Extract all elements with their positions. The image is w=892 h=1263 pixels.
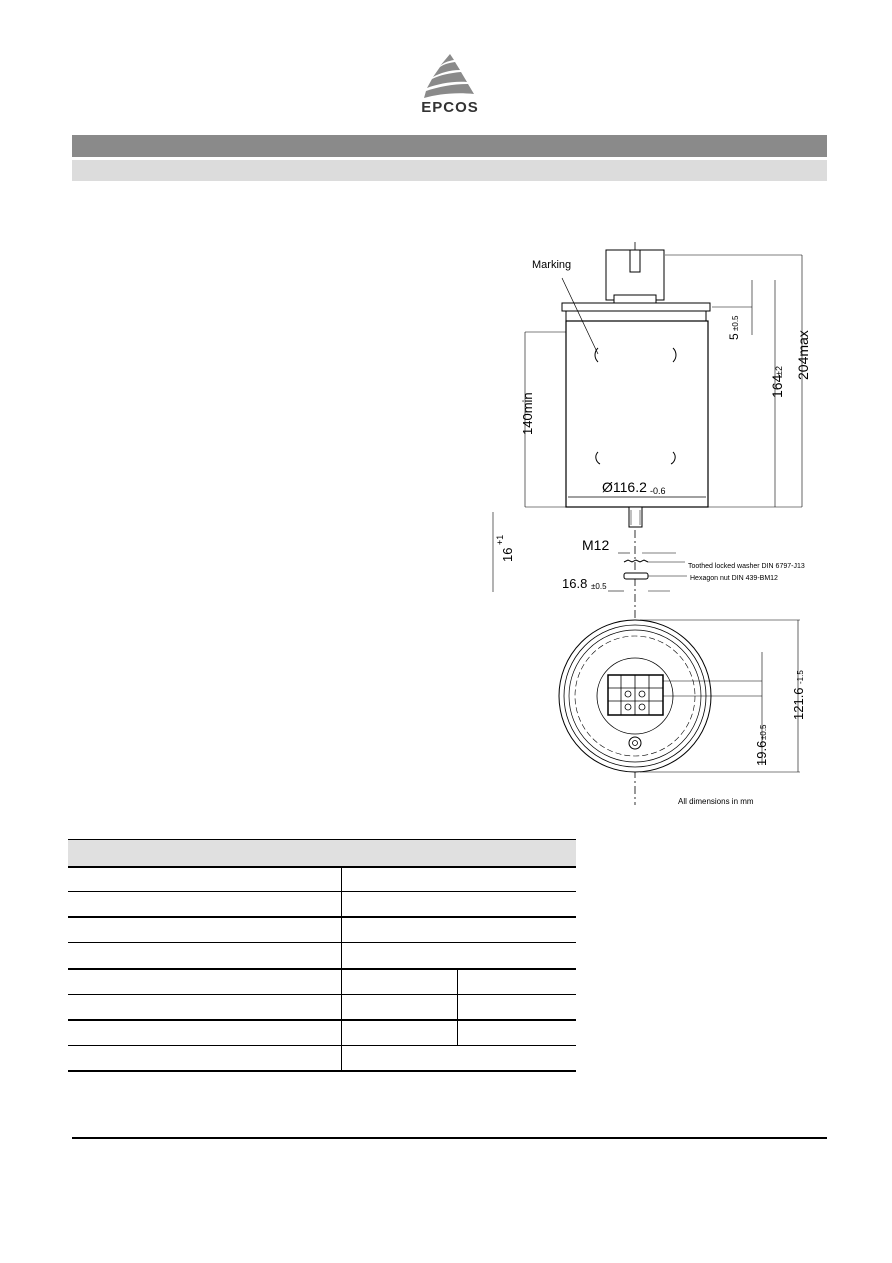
nut-dim: 16.8: [562, 576, 588, 591]
nut-tol: ±0.5: [591, 582, 607, 591]
diameter-dim: Ø116.2: [602, 479, 647, 495]
table-row: [68, 943, 576, 968]
body-dim: 164: [769, 374, 785, 398]
marking-label: Marking: [532, 259, 572, 271]
table-row: [68, 918, 576, 943]
top-dim: 5: [727, 333, 741, 340]
outer-dia-tol: -1.5: [796, 670, 805, 684]
table-row: [68, 970, 576, 995]
top-tol: ±0.5: [731, 315, 740, 331]
stud-len-tol: +1: [495, 534, 505, 545]
total-dim: 204max: [795, 330, 811, 380]
capacitor-drawing-svg: [490, 240, 830, 820]
table-header: [68, 839, 576, 868]
table-row: [68, 995, 576, 1020]
table-row: [68, 1046, 576, 1071]
epcos-logo: [400, 50, 500, 120]
nut-label: Hexagon nut DIN 439-BM12: [690, 575, 778, 582]
washer-label: Toothed locked washer DIN 6797-J13: [688, 563, 805, 570]
brand-name: EPCOS: [421, 99, 479, 116]
dimension-drawing: [490, 240, 830, 825]
footer-rule: [72, 1137, 827, 1139]
stud-len-dim: 16: [500, 547, 515, 562]
outer-dia-dim: 121.6: [791, 687, 806, 720]
table-row: [68, 892, 576, 917]
dimensions-footnote: All dimensions in mm: [678, 797, 754, 806]
height-dim: 140min: [520, 392, 535, 435]
spec-table: [68, 839, 576, 1072]
table-row: [68, 867, 576, 892]
table-row: [68, 1021, 576, 1046]
thread-dim: M12: [582, 537, 610, 553]
header-band-dark: [72, 135, 827, 157]
body-tol: ±2: [774, 366, 784, 376]
offset-dim: 19.6: [754, 740, 769, 766]
header-band-light: [72, 160, 827, 181]
diameter-tol: -0.6: [650, 486, 666, 496]
offset-tol: ±0.5: [759, 724, 768, 740]
epcos-pyramid-icon: [400, 50, 500, 100]
